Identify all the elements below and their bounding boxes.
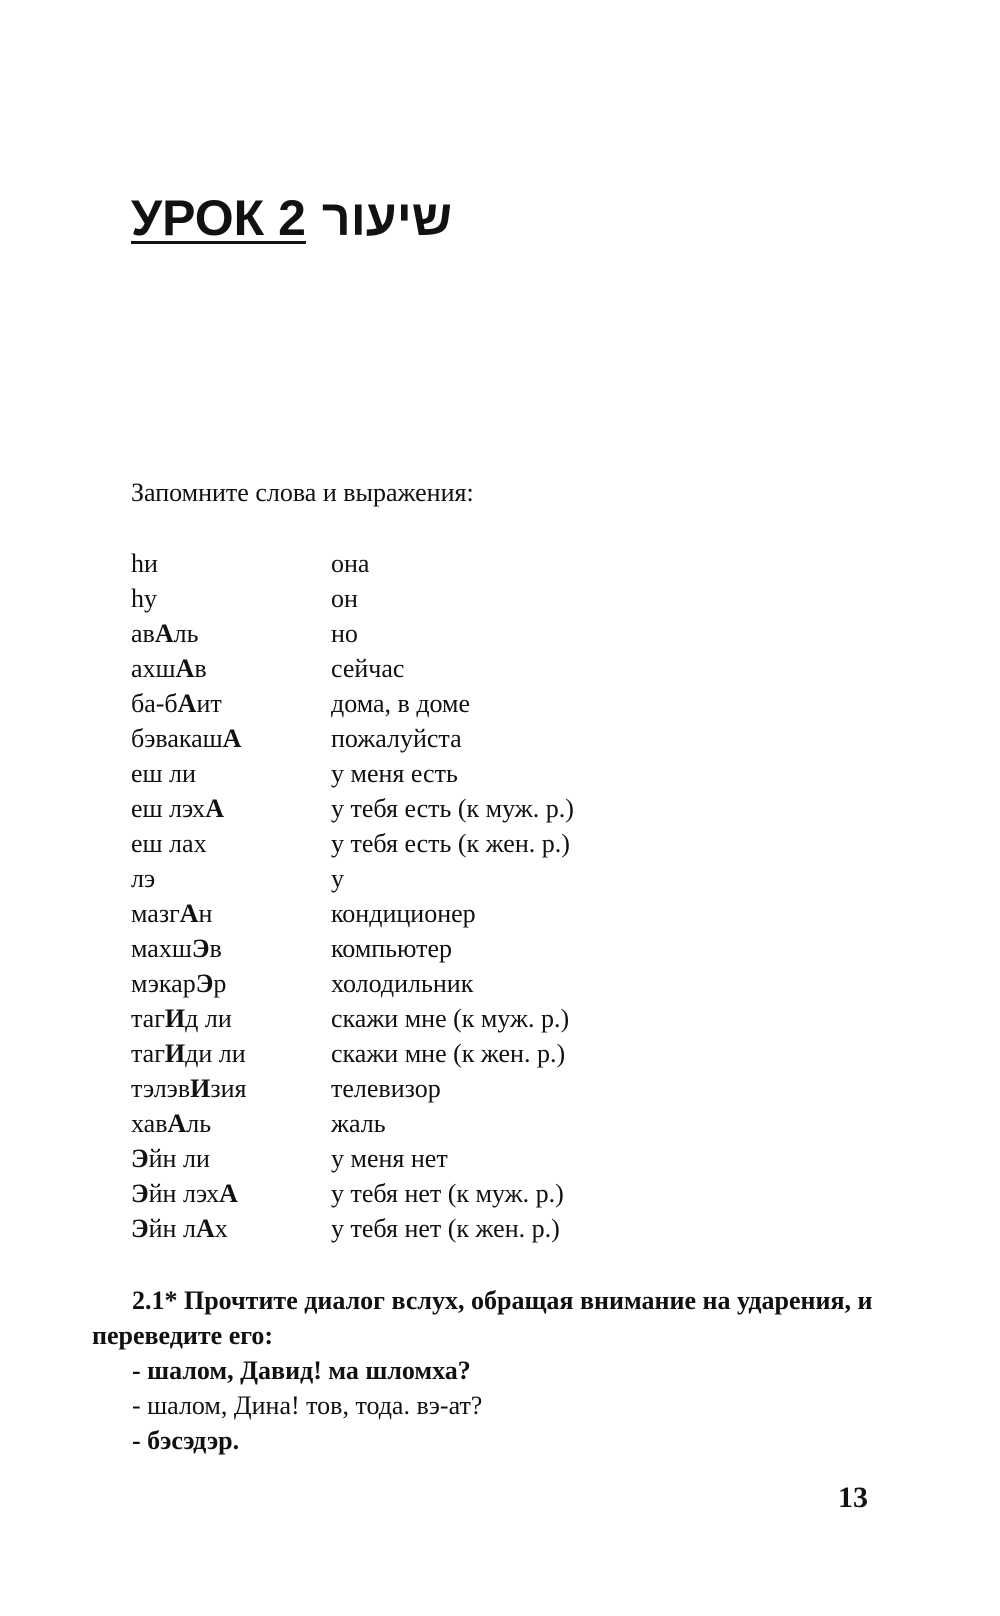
vocab-translation: у тебя нет (к муж. р.) [331, 1179, 564, 1208]
transliteration-part: в [209, 934, 222, 963]
vocab-translation: кондиционер [331, 899, 476, 928]
vocab-row [131, 1141, 831, 1176]
stressed-vowel: А [179, 899, 199, 928]
stressed-vowel: А [195, 1214, 215, 1243]
vocab-row [131, 721, 831, 756]
vocab-transliteration [131, 1071, 331, 1106]
stressed-vowel: А [219, 1179, 238, 1208]
transliteration-part: мазг [131, 899, 180, 928]
stressed-vowel: А [222, 724, 242, 753]
vocab-transliteration [131, 546, 331, 581]
vocab-row [131, 1001, 831, 1036]
vocab-translation: телевизор [331, 1074, 441, 1103]
transliteration-part: йн лэх [148, 1179, 220, 1208]
transliteration-part: р [213, 969, 227, 998]
transliteration-part: ахш [131, 654, 176, 683]
vocab-translation: у меня нет [331, 1144, 448, 1173]
stressed-vowel: И [190, 1074, 211, 1103]
vocab-row [131, 1176, 831, 1211]
vocab-row [131, 686, 831, 721]
page-number: 13 [838, 1481, 868, 1514]
stressed-vowel: А [205, 794, 224, 823]
stressed-vowel: Э [191, 934, 210, 963]
vocab-translation: жаль [331, 1109, 386, 1138]
vocab-translation: но [331, 619, 358, 648]
vocab-transliteration [131, 1036, 331, 1071]
lesson-title-hebrew: שיעור [321, 190, 453, 246]
vocab-translation: у [331, 864, 344, 893]
vocab-row [131, 581, 831, 616]
vocab-transliteration [131, 1176, 331, 1211]
dialog-line: - шалом, Давид! ма шломха? [132, 1356, 471, 1385]
vocab-transliteration [131, 1001, 331, 1036]
vocab-translation: скажи мне (к жен. р.) [331, 1039, 566, 1068]
vocab-transliteration [131, 581, 331, 616]
vocab-row [131, 546, 831, 581]
vocab-transliteration [131, 1141, 331, 1176]
transliteration-part: йн ли [148, 1144, 210, 1173]
vocab-translation: сейчас [331, 654, 405, 683]
vocab-translation: у тебя есть (к жен. р.) [331, 829, 570, 858]
transliteration-part: hу [131, 584, 157, 613]
stressed-vowel: Э [131, 1179, 149, 1208]
transliteration-part: ль [173, 619, 199, 648]
transliteration-part: лэ [131, 864, 156, 893]
vocabulary-list [131, 546, 831, 1246]
exercise-heading: 2.1* Прочтите диалог вслух, обращая внимание на ударения, и переведите его: [92, 1286, 873, 1350]
stressed-vowel: И [164, 1004, 186, 1033]
vocab-translation: холодильник [331, 969, 474, 998]
vocab-translation: он [331, 584, 358, 613]
transliteration-part: еш ли [131, 759, 196, 788]
vocab-translation: пожалуйста [331, 724, 462, 753]
vocab-row [131, 1211, 831, 1246]
vocab-row [131, 826, 831, 861]
transliteration-part: д ли [185, 1004, 232, 1033]
transliteration-part: в [194, 654, 207, 683]
dialog-line: - бэсэдэр. [132, 1426, 240, 1455]
transliteration-part: ит [196, 689, 222, 718]
transliteration-part: х [214, 1214, 228, 1243]
vocab-row [131, 651, 831, 686]
transliteration-part: бэвакаш [131, 724, 223, 753]
vocab-translation: у тебя есть (к муж. р.) [331, 794, 574, 823]
transliteration-part: hи [131, 549, 158, 578]
vocab-row [131, 931, 831, 966]
vocab-transliteration [131, 756, 331, 791]
vocab-transliteration [131, 791, 331, 826]
transliteration-part: ба-б [131, 689, 178, 718]
transliteration-part: еш лах [131, 829, 207, 858]
vocab-row [131, 1071, 831, 1106]
stressed-vowel: А [154, 619, 174, 648]
transliteration-part: зия [210, 1074, 247, 1103]
vocabulary-intro: Запомните слова и выражения: [131, 478, 474, 507]
transliteration-part: мэкар [131, 969, 196, 998]
vocab-row [131, 1106, 831, 1141]
transliteration-part: махш [131, 934, 192, 963]
vocab-translation: у меня есть [331, 759, 458, 788]
vocab-translation: скажи мне (к муж. р.) [331, 1004, 570, 1033]
vocab-row [131, 756, 831, 791]
vocab-transliteration [131, 1106, 331, 1141]
lesson-title-russian: УРОК 2 [131, 190, 306, 246]
transliteration-part: тэлэв [131, 1074, 191, 1103]
vocab-row [131, 896, 831, 931]
vocab-transliteration [131, 826, 331, 861]
vocab-translation: компьютер [331, 934, 453, 963]
transliteration-part: хав [131, 1109, 168, 1138]
stressed-vowel: Э [131, 1214, 149, 1243]
stressed-vowel: Э [195, 969, 214, 998]
vocab-row [131, 791, 831, 826]
stressed-vowel: А [175, 654, 195, 683]
exercise-2-1 [92, 1283, 882, 1458]
vocab-transliteration [131, 861, 331, 896]
vocab-row [131, 966, 831, 1001]
transliteration-part: н [198, 899, 213, 928]
transliteration-part: ди ли [185, 1039, 246, 1068]
vocab-row [131, 861, 831, 896]
vocab-translation: она [331, 549, 370, 578]
vocab-transliteration [131, 616, 331, 651]
stressed-vowel: А [167, 1109, 187, 1138]
transliteration-part: йн л [148, 1214, 196, 1243]
vocab-transliteration [131, 966, 331, 1001]
vocab-transliteration [131, 931, 331, 966]
transliteration-part: еш лэх [131, 794, 206, 823]
vocab-translation: у тебя нет (к жен. р.) [331, 1214, 560, 1243]
vocab-translation: дома, в доме [331, 689, 471, 718]
dialog [92, 1353, 882, 1458]
transliteration-part: ль [186, 1109, 212, 1138]
lesson-title [131, 188, 452, 248]
dialog-line: - шалом, Дина! тов, тода. вэ-ат? [132, 1391, 483, 1420]
vocab-transliteration [131, 721, 331, 756]
transliteration-part: таг [131, 1004, 165, 1033]
stressed-vowel: А [177, 689, 197, 718]
stressed-vowel: Э [131, 1144, 149, 1173]
transliteration-part: ав [131, 619, 155, 648]
vocab-row [131, 1036, 831, 1071]
vocab-transliteration [131, 651, 331, 686]
stressed-vowel: И [164, 1039, 186, 1068]
vocab-row [131, 616, 831, 651]
vocab-transliteration [131, 1211, 331, 1246]
vocab-transliteration [131, 686, 331, 721]
transliteration-part: таг [131, 1039, 165, 1068]
vocab-transliteration [131, 896, 331, 931]
